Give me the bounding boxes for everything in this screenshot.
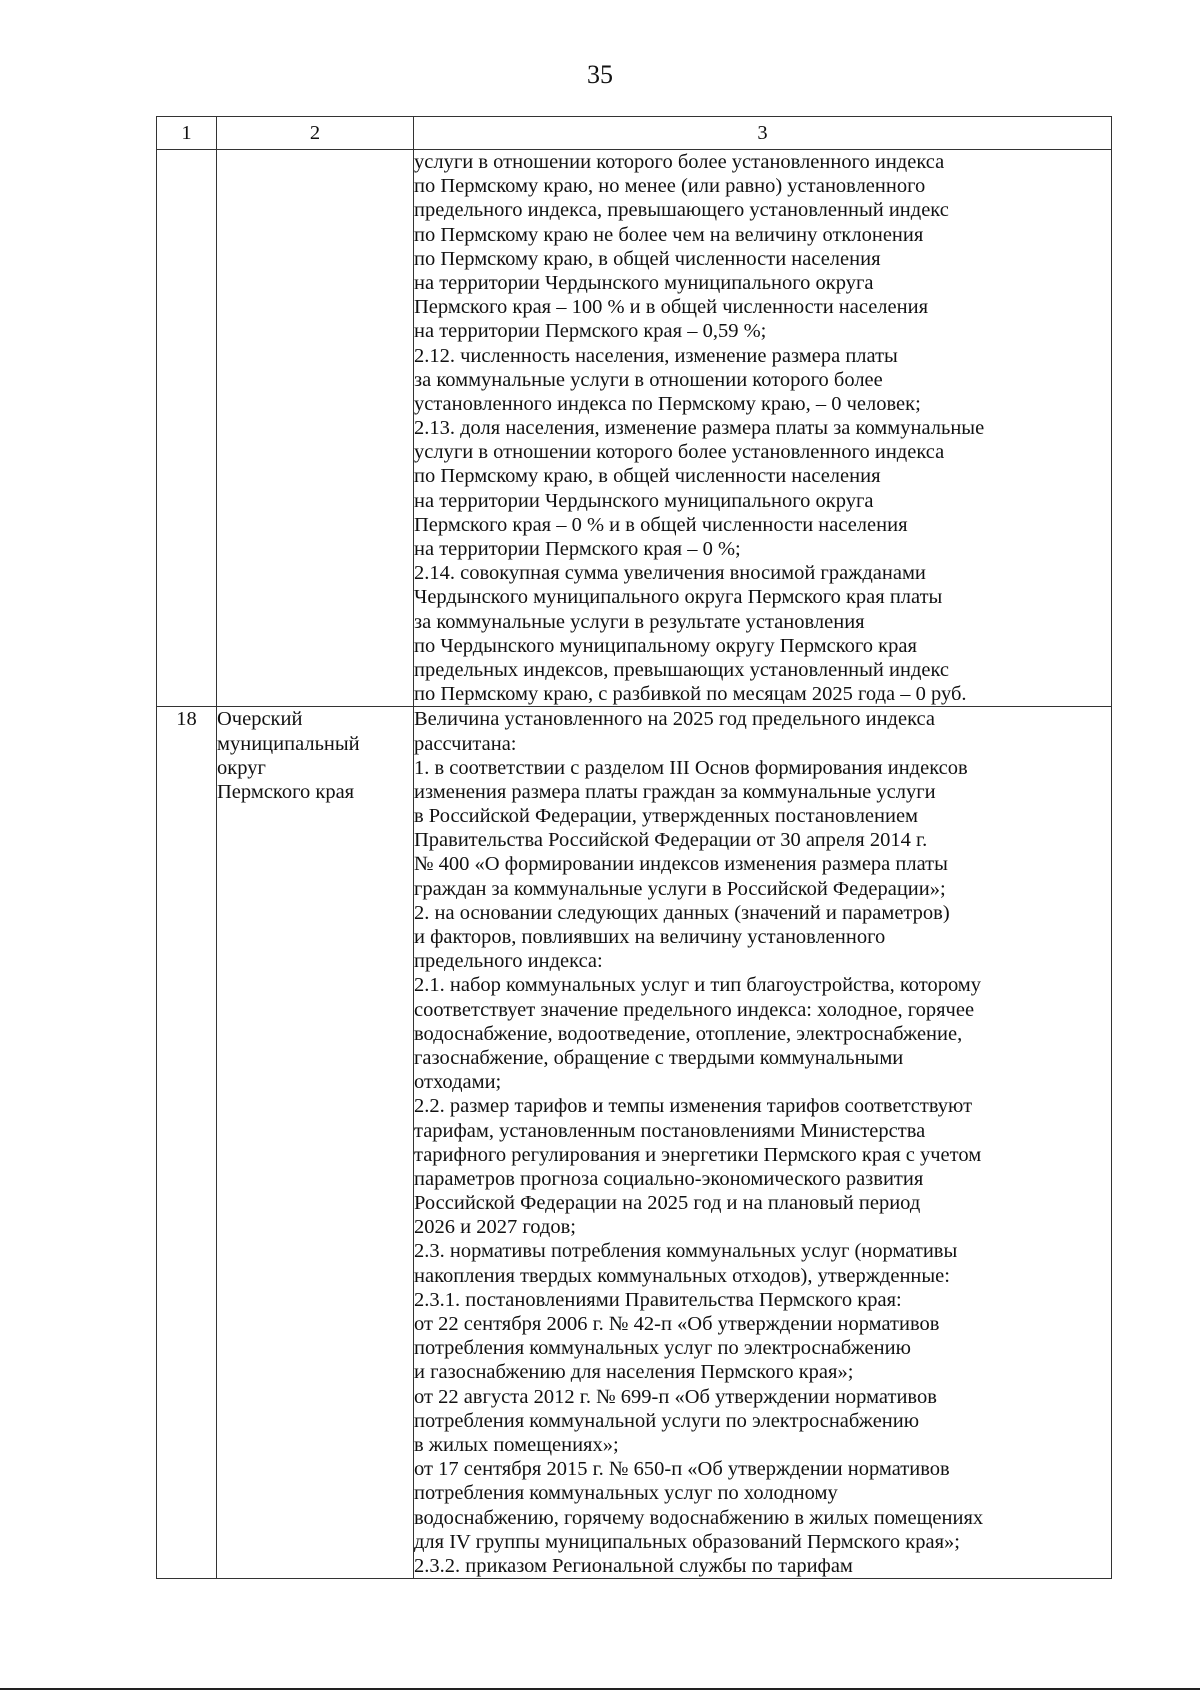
text-line: изменения размера платы граждан за коммунальные услуги xyxy=(414,780,936,803)
region-cell xyxy=(217,150,414,707)
text-line: 1. в соответствии с разделом III Основ формирования индексов xyxy=(414,756,968,779)
text-line: и газоснабжению для населения Пермского края»; xyxy=(414,1361,854,1384)
text-line: газоснабжение, обращение с твердыми коммунальными xyxy=(414,1046,904,1069)
text-line: услуги в отношении которого более установленного индекса xyxy=(414,151,945,173)
text-line: 2.12. численность населения, изменение размера платы xyxy=(414,344,898,367)
text-line: рассчитана: xyxy=(414,732,517,755)
text-line: 2. на основании следующих данных (значений и параметров) xyxy=(414,901,950,924)
text-line: потребления коммунальных услуг по холодному xyxy=(414,1482,838,1505)
text-line: по Пермскому краю, с разбивкой по месяцам 2025 года – 0 руб. xyxy=(414,683,967,706)
text-line: на территории Чердынского муниципального округа xyxy=(414,489,874,512)
text-line: Российской Федерации на 2025 год и на плановый период xyxy=(414,1192,921,1215)
bottom-edge-rule xyxy=(0,1688,1200,1690)
text-line: 2.2. размер тарифов и темпы изменения тарифов соответствуют xyxy=(414,1095,973,1118)
text-line: Величина установленного на 2025 год предельного индекса xyxy=(414,708,935,731)
text-line: установленного индекса по Пермскому краю, – 0 человек; xyxy=(414,392,921,415)
text-line: потребления коммунальной услуги по электроснабжению xyxy=(414,1409,920,1432)
text-line: отходами; xyxy=(414,1071,502,1094)
text-line: водоснабжение, водоотведение, отопление, электроснабжение, xyxy=(414,1022,963,1045)
text-line: за коммунальные услуги в отношении которого более xyxy=(414,368,883,391)
text-line: 2.1. набор коммунальных услуг и тип благоустройства, которому xyxy=(414,974,982,997)
text-line: тарифам, установленным постановлениями Министерства xyxy=(414,1119,926,1142)
text-line: за коммунальные услуги в результате установления xyxy=(414,610,865,633)
text-line: Пермского края – 100 % и в общей численности населения xyxy=(414,296,929,319)
text-line: накопления твердых коммунальных отходов), утвержденные: xyxy=(414,1264,950,1287)
text-line: по Пермскому краю, в общей численности населения xyxy=(414,247,881,270)
column-header-2: 2 xyxy=(217,117,414,150)
text-line: 2026 и 2027 годов; xyxy=(414,1216,576,1239)
table-row-continuation xyxy=(157,150,1112,707)
column-header-1: 1 xyxy=(157,117,217,150)
text-line: № 400 «О формировании индексов изменения размера платы xyxy=(414,853,948,876)
text-line: предельных индексов, превышающих установленный индекс xyxy=(414,658,950,681)
region-name-line: округ xyxy=(217,756,266,779)
text-line: по Пермскому краю, в общей численности населения xyxy=(414,465,881,488)
text-line: от 22 сентября 2006 г. № 42-п «Об утверждении нормативов xyxy=(414,1313,940,1335)
text-line: предельного индекса: xyxy=(414,950,603,973)
text-line: соответствует значение предельного индекса: холодное, горячее xyxy=(414,998,975,1021)
text-line: 2.3.1. постановлениями Правительства Пермского края: xyxy=(414,1288,902,1311)
text-line: 2.13. доля населения, изменение размера платы за коммунальные xyxy=(414,417,985,440)
text-line: потребления коммунальных услуг по электроснабжению xyxy=(414,1337,911,1360)
table-header-row xyxy=(157,117,1112,150)
page-number: 35 xyxy=(587,60,613,89)
text-line: для IV группы муниципальных образований Пермского края»; xyxy=(414,1530,960,1553)
text-line: услуги в отношении которого более установленного индекса xyxy=(414,441,945,464)
row-number-cell xyxy=(157,150,217,707)
text-line: 2.14. совокупная сумма увеличения вносимой гражданами xyxy=(414,562,926,585)
description-cell xyxy=(414,707,1112,1579)
text-line: 2.3. нормативы потребления коммунальных услуг (нормативы xyxy=(414,1240,958,1263)
column-header-3: 3 xyxy=(414,117,1112,150)
text-line: от 22 августа 2012 г. № 699-п «Об утверждении нормативов xyxy=(414,1385,937,1408)
region-cell xyxy=(217,707,414,1579)
region-name-line: муниципальный xyxy=(217,732,360,755)
text-line: на территории Пермского края – 0,59 %; xyxy=(414,320,767,343)
text-line: на территории Чердынского муниципального округа xyxy=(414,271,874,294)
text-line: на территории Пермского края – 0 %; xyxy=(414,538,741,560)
text-line: параметров прогноза социально-экономического развития xyxy=(414,1167,924,1190)
text-line: Чердынского муниципального округа Пермского края платы xyxy=(414,586,943,609)
data-table xyxy=(156,116,1112,1579)
region-name-line: Очерский xyxy=(217,708,303,731)
text-line: предельного индекса, превышающего установленный индекс xyxy=(414,199,949,222)
text-line: от 17 сентября 2015 г. № 650-п «Об утверждении нормативов xyxy=(414,1458,950,1481)
text-line: тарифного регулирования и энергетики Пермского края с учетом xyxy=(414,1143,982,1166)
text-line: водоснабжению, горячему водоснабжению в жилых помещениях xyxy=(414,1506,984,1529)
table-row-18 xyxy=(157,707,1112,1579)
text-line: и факторов, повлиявших на величину установленного xyxy=(414,926,886,948)
text-line: Пермского края – 0 % и в общей численности населения xyxy=(414,513,908,536)
text-line: в жилых помещениях»; xyxy=(414,1433,619,1456)
text-line: граждан за коммунальные услуги в Российской Федерации»; xyxy=(414,877,946,900)
region-name-line: Пермского края xyxy=(217,780,355,803)
description-cell xyxy=(414,150,1112,707)
text-line: по Пермскому краю, но менее (или равно) установленного xyxy=(414,175,926,198)
text-line: по Чердынского муниципальному округу Пермского края xyxy=(414,634,917,657)
row-number-cell: 18 xyxy=(157,707,217,1579)
text-line: в Российской Федерации, утвержденных постановлением xyxy=(414,805,919,828)
text-line: по Пермскому краю не более чем на величину отклонения xyxy=(414,223,924,246)
text-line: Правительства Российской Федерации от 30 апреля 2014 г. xyxy=(414,829,928,852)
text-line: 2.3.2. приказом Региональной службы по тарифам xyxy=(414,1554,853,1577)
